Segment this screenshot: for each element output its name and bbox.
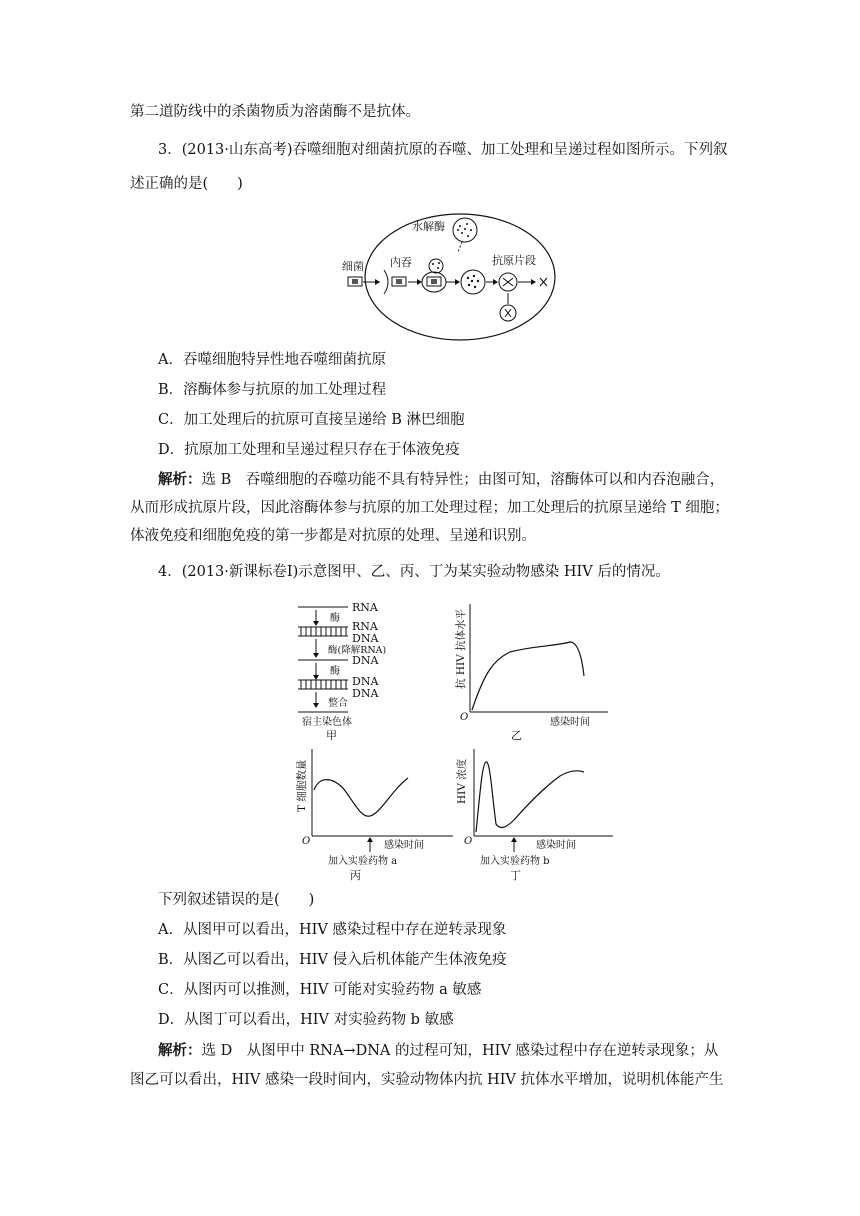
option-3c: C．加工处理后的抗原可直接呈递给 B 淋巴细胞: [158, 412, 465, 428]
text-line: 第二道防线中的杀菌物质为溶菌酶不是抗体。: [130, 104, 420, 120]
answer-3-line3: 体液免疫和细胞免疫的第一步都是对抗原的处理、呈递和识别。: [130, 528, 536, 544]
ding-curve: [476, 762, 584, 832]
bing-caption: 丙: [350, 869, 361, 882]
bing-ylabel: T 细胞数量: [296, 759, 308, 812]
jia-enzyme1: 酶: [330, 613, 340, 624]
ding-xlabel: 感染时间: [536, 840, 576, 851]
bing-xlabel: 感染时间: [384, 840, 424, 851]
answer-label: 解析：: [158, 471, 202, 488]
jia-dna1: DNA: [352, 632, 379, 645]
yi-caption: 乙: [511, 729, 522, 742]
answer-4-line1: [158, 1041, 718, 1061]
option-3b: B．溶酶体参与抗原的加工处理过程: [158, 382, 387, 398]
jia-rna: RNA: [352, 620, 378, 633]
answer-text: 选 B 吞噬细胞的吞噬功能不具有特异性；由图可知，溶酶体可以和内吞泡融合，: [201, 472, 725, 488]
question-3-stem: 3．(2013·山东高考)吞噬细胞对细菌抗原的吞噬、加工处理和呈递过程如图所示。下列叙: [158, 142, 728, 158]
jia-integrate: 整合: [328, 698, 348, 709]
label-bacteria: 细菌: [342, 260, 364, 273]
bing-origin: O: [302, 836, 311, 847]
ding-ylabel: HIV 浓度: [456, 758, 468, 804]
yi-curve: [472, 642, 584, 710]
panel-jia: [298, 601, 386, 742]
ding-origin: O: [464, 836, 473, 847]
answer-label: 解析：: [158, 1042, 202, 1059]
panel-bing: [295, 749, 453, 882]
ding-drug: 加入实验药物 b: [480, 856, 550, 867]
jia-enzyme2: 酶(降解RNA): [328, 645, 387, 656]
option-4c: C．从图丙可以推测，HIV 可能对实验药物 a 敏感: [158, 982, 482, 998]
yi-xlabel: 感染时间: [550, 717, 590, 728]
option-4d: D．从图丁可以看出，HIV 对实验药物 b 敏感: [158, 1012, 454, 1028]
jia-dna3: DNA: [352, 675, 379, 688]
jia-dna4: DNA: [352, 687, 379, 700]
option-4a: A．从图甲可以看出，HIV 感染过程中存在逆转录现象: [158, 922, 507, 938]
option-3a: A．吞噬细胞特异性地吞噬细菌抗原: [158, 352, 386, 368]
label-endocytosis: 内吞: [390, 256, 412, 269]
bing-drug: 加入实验药物 a: [328, 856, 398, 867]
jia-dna2: DNA: [352, 654, 379, 667]
yi-ylabel: 抗 HIV 抗体水平: [455, 608, 467, 689]
jia-rna-top: RNA: [352, 601, 378, 614]
answer-3-line2: 从而形成抗原片段，因此溶酶体参与抗原的加工处理过程；加工处理后的抗原呈递给 T 细胞；: [130, 500, 729, 516]
question-4-stem: 4．(2013·新课标卷Ⅰ)示意图甲、乙、丙、丁为某实验动物感染 HIV 后的情况。: [158, 564, 670, 580]
question-3-stem-cont: 述正确的是( ): [130, 176, 243, 192]
jia-enzyme3: 酶: [330, 666, 340, 677]
bing-curve: [314, 778, 408, 816]
yi-origin: O: [460, 712, 469, 723]
label-antigen-fragment: 抗原片段: [492, 254, 536, 267]
panel-ding: [455, 749, 613, 882]
answer-text: 选 D 从图甲中 RNA→DNA 的过程可知，HIV 感染过程中存在逆转录现象；从: [201, 1043, 719, 1059]
answer-3-line1: [158, 470, 724, 490]
jia-host: 宿主染色体: [302, 717, 352, 728]
phagocyte-diagram: [340, 208, 570, 343]
option-3d: D．抗原加工处理和呈递过程只存在于体液免疫: [158, 442, 460, 458]
jia-caption: 甲: [326, 729, 337, 742]
question-4-sub: 下列叙述错误的是( ): [158, 892, 315, 908]
ding-caption: 丁: [510, 869, 521, 882]
panel-yi: [454, 604, 608, 742]
hiv-figure: [288, 594, 628, 888]
answer-4-line2: 图乙可以看出，HIV 感染一段时间内，实验动物体内抗 HIV 抗体水平增加，说明机体能产生: [130, 1072, 724, 1088]
option-4b: B．从图乙可以看出，HIV 侵入后机体能产生体液免疫: [158, 952, 507, 968]
label-hydrolase: 水解酶: [412, 220, 445, 233]
